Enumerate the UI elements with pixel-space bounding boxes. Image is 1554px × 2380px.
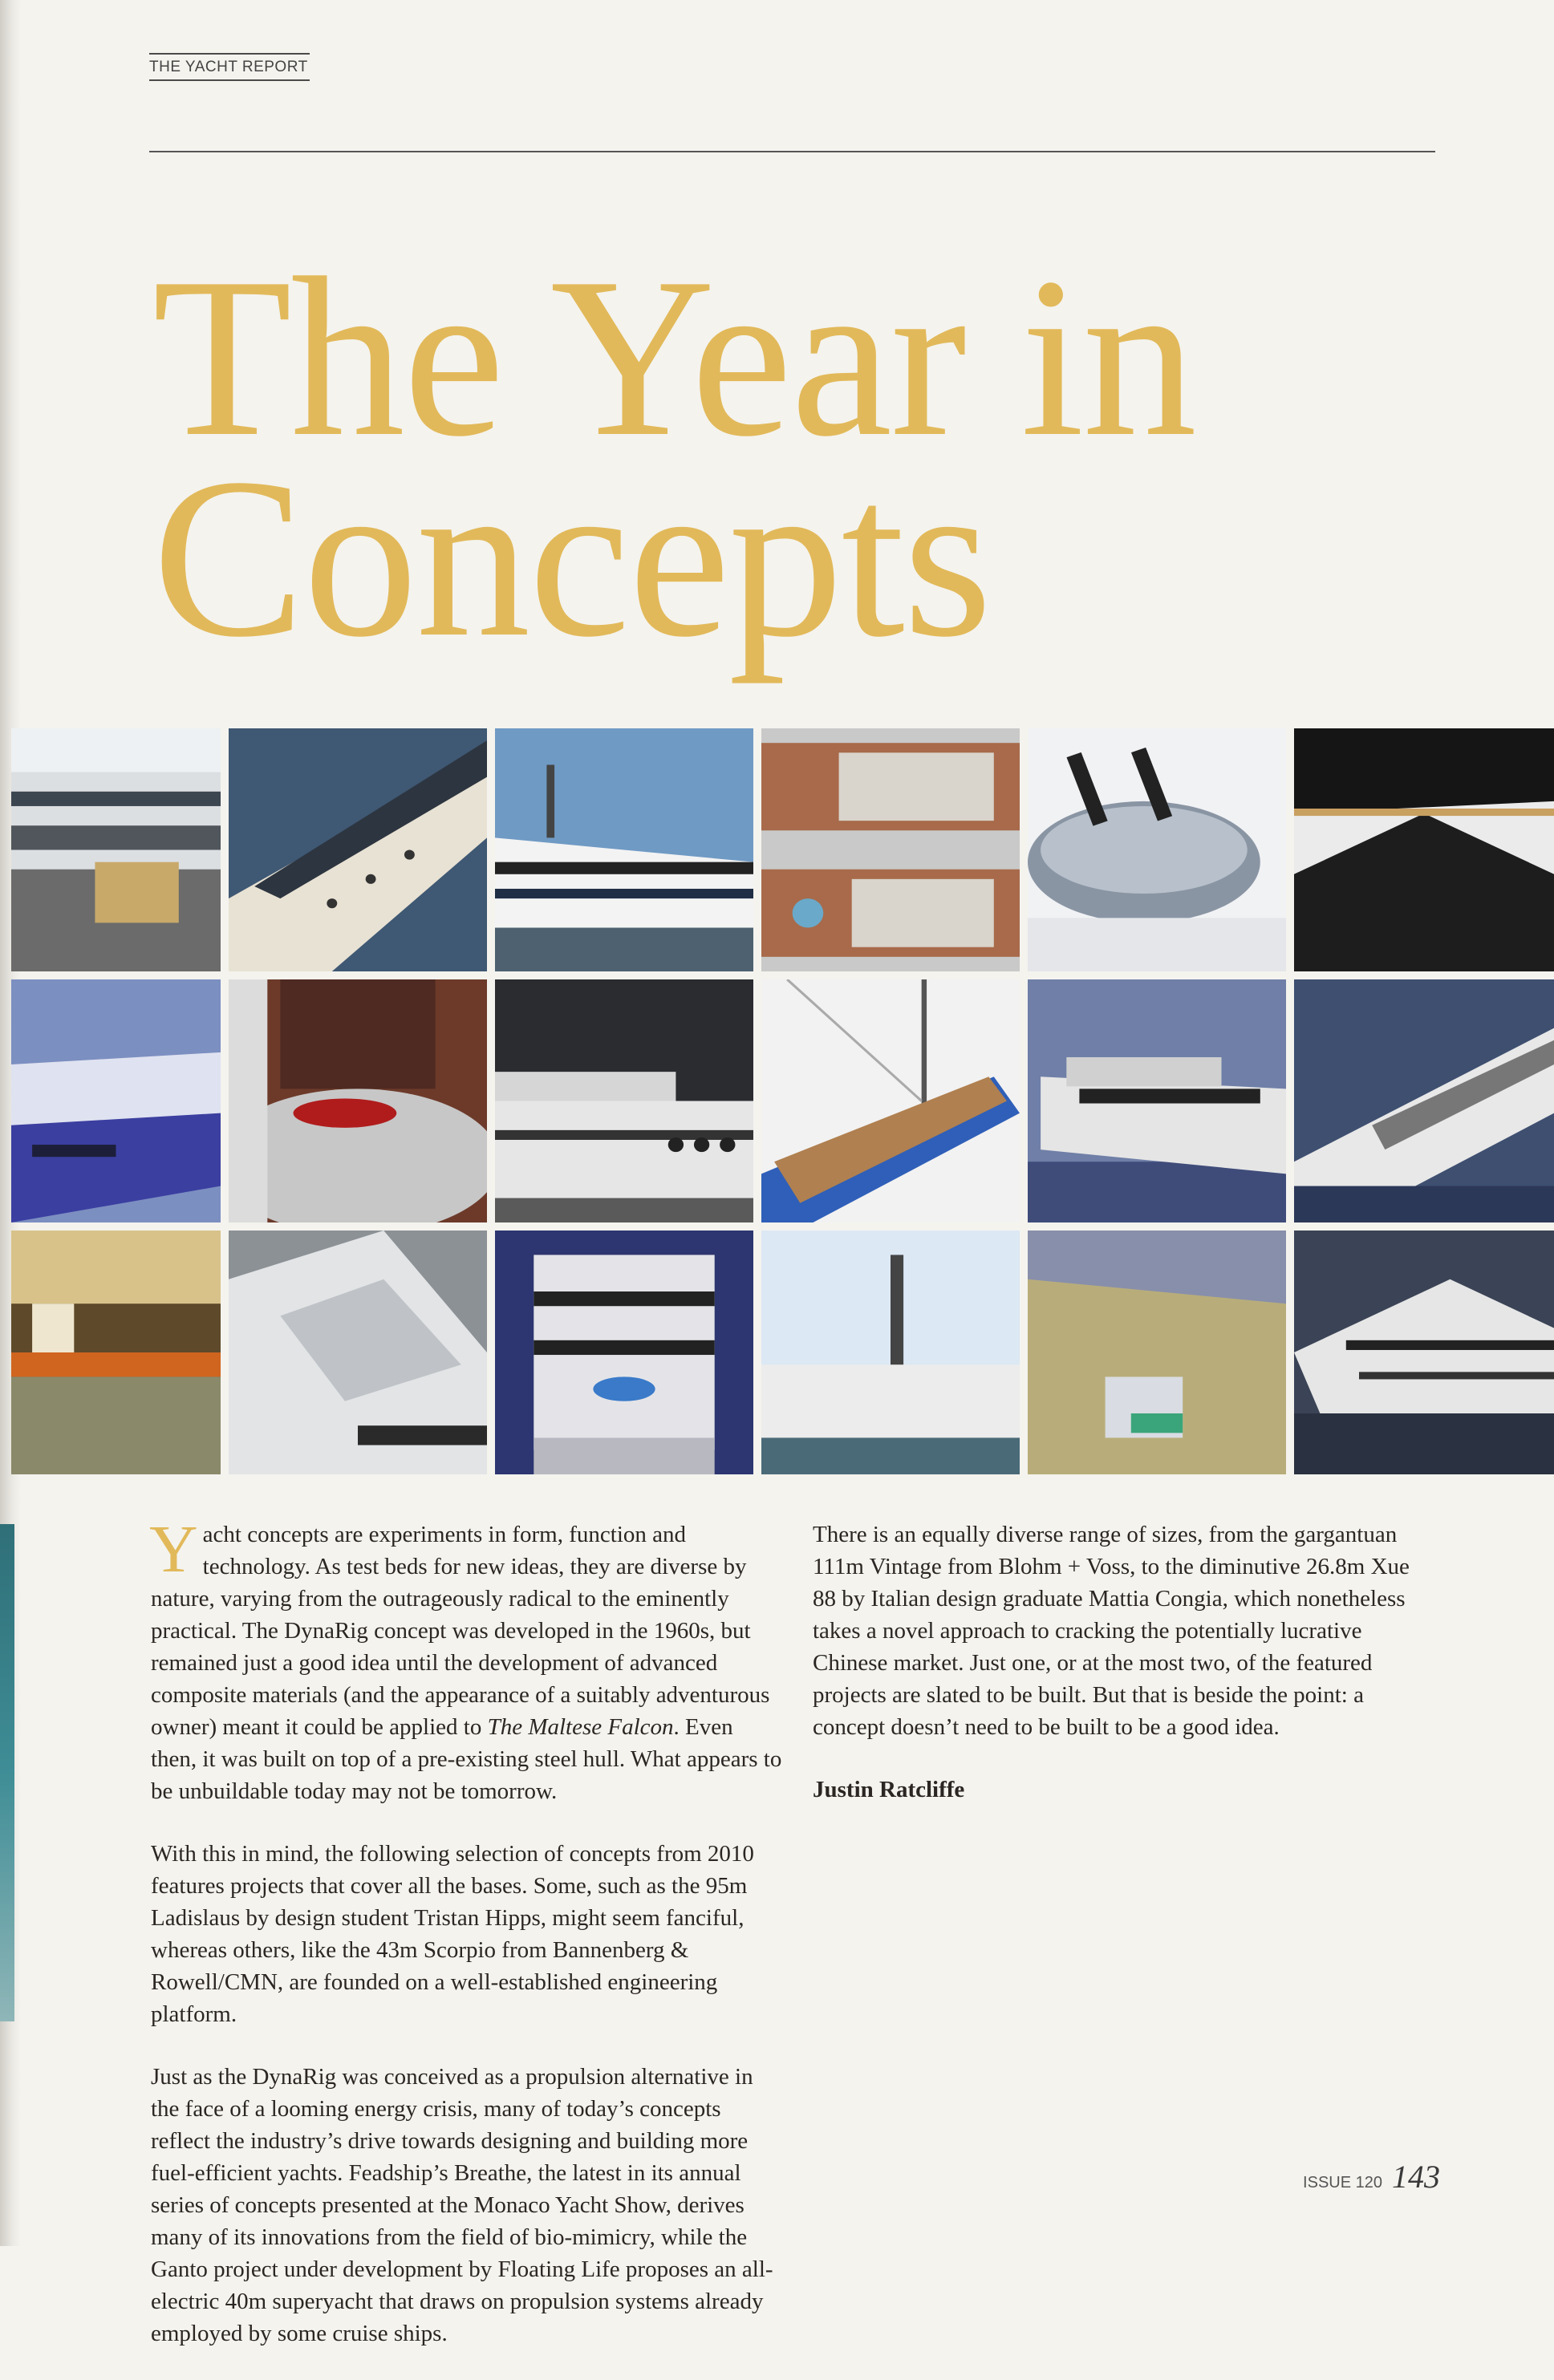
- yacht-concept-12-image: [1294, 979, 1554, 1222]
- glacier-explorer-image: [761, 1231, 1020, 1474]
- article-column-left: [149, 1512, 785, 2380]
- yacht-concept-9-image: [495, 979, 753, 1222]
- page-number: 143: [1392, 2159, 1440, 2195]
- explorer-yacht-image: [1028, 979, 1286, 1222]
- section-tag: THE YACHT REPORT: [149, 53, 310, 81]
- interior-red-image: [229, 979, 487, 1222]
- issue-number: ISSUE 120: [1303, 2174, 1382, 2191]
- yacht-concept-14-image: [229, 1231, 487, 1474]
- title-line-2: Concepts: [152, 431, 991, 684]
- paragraph-1-end: . Even then, it was built on top of a pre-existing steel hull. What appears to be unbuildable today may not be tomorrow.: [151, 1714, 782, 1804]
- page-footer: [1303, 2158, 1440, 2196]
- page-title: [152, 230, 1436, 684]
- interior-lounge-image: [11, 1231, 221, 1474]
- whale-yacht-image: [1028, 728, 1286, 971]
- deck-plan-image: [761, 728, 1020, 971]
- ladislaus-yacht-image: [1294, 728, 1554, 971]
- sailing-yacht-image: [761, 979, 1020, 1222]
- article-paragraph-3: Just as the DynaRig was conceived as a propulsion alternative in the face of a looming energy crisis, many of today’s concepts reflect the industry’s drive towards designing and building more fuel-efficient yachts. Feadship’s Breathe, the latest in its annual series of concepts presented at the Monaco Yacht Show, derives many of its innovations from the field of bio-mimicry, while the Ganto project under development by Floating Life proposes an all-electric 40m superyacht that draws on propulsion systems already employed by some cruise ships.: [151, 2064, 773, 2346]
- paragraph-1-text: acht concepts are experiments in form, function and technology. As test beds for new ideas, they are diverse by nature, varying from the outrageously radical to the eminently practical. The DynaRig concept was developed in the 1960s, but remained just a good idea until the development of advanced composite materials (and the appearance of a suitably adventurous owner) meant it could be applied to: [151, 1522, 770, 1740]
- article-paragraph-2: With this in mind, the following selection of concepts from 2010 features projects that cover all the bases. Some, such as the 95m Ladislaus by design student Tristan Hipps, might seem fanciful, whereas others, like the 43m Scorpio from Bannenberg & Rowell/CMN, are founded on a well-established engineering platform.: [151, 1841, 754, 2027]
- yacht-concept-2-image: [229, 728, 487, 971]
- yacht-concept-7-image: [11, 979, 221, 1222]
- facing-page-edge: [0, 1524, 14, 2021]
- yacht-concept-18-image: [1294, 1231, 1554, 1474]
- title-line-1: The Year in: [152, 230, 1195, 484]
- sand-yacht-image: [1028, 1231, 1286, 1474]
- stern-view-image: [495, 1231, 753, 1474]
- drop-cap: Y: [149, 1512, 198, 1587]
- article-paragraph-4: There is an equally diverse range of sizes, from the gargantuan 111m Vintage from Blohm + Voss, to the diminutive 26.8m Xue 88 by Italian design graduate Mattia Congia, which nonetheless takes a novel approach to cracking the potentially lucrative Chinese market. Just one, or at the most two, of the featured projects are slated to be built. But that is beside the point: a concept doesn’t need to be built to be a good idea.: [813, 1522, 1410, 1740]
- maltese-falcon-title: The Maltese Falcon: [487, 1714, 674, 1740]
- article-column-right: [813, 1518, 1438, 1836]
- header-rule: [149, 151, 1435, 152]
- author-byline: Justin Ratcliffe: [813, 1777, 965, 1802]
- article-paragraph-1: [149, 1512, 785, 1807]
- yacht-concept-3-image: [495, 728, 753, 971]
- concept-image-grid: [11, 728, 1554, 1474]
- yacht-concept-1-image: [11, 728, 221, 971]
